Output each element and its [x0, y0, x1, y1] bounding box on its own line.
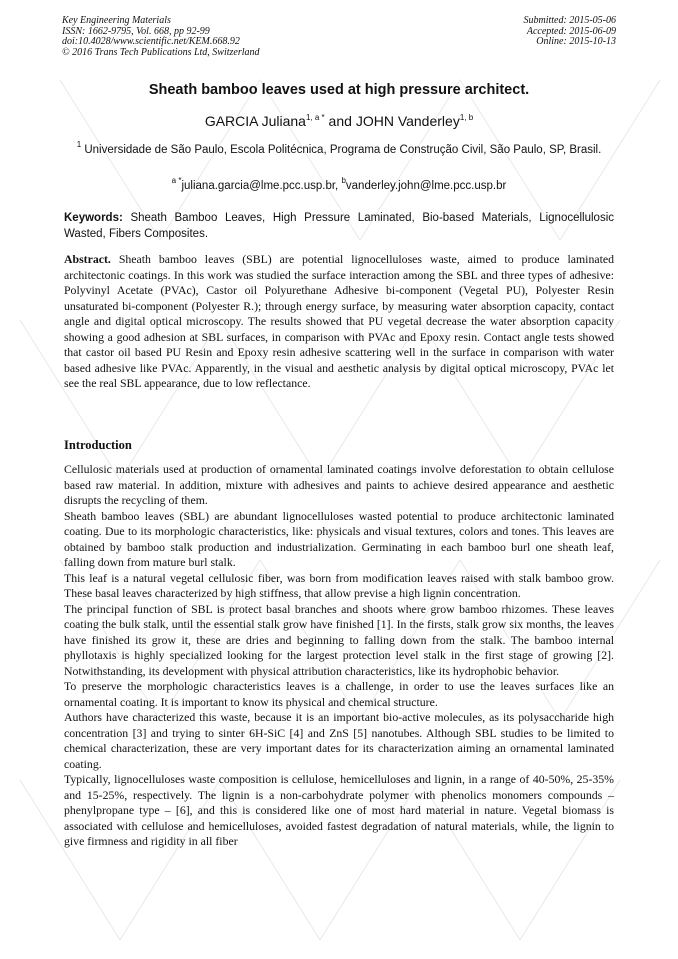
intro-paragraph-1: Cellulosic materials used at production of ornamental laminated coatings involve deforestation to obtain cellulose based raw material. In addition, mixture with adhesives and paints to achieve desired appearance and aesthetic disrupts the recycling of them.: [64, 462, 614, 507]
author-2-superscript: 1, b: [459, 113, 474, 122]
email-b: vanderley.john@lme.pcc.usp.br: [345, 180, 507, 192]
journal-name: Key Engineering Materials: [62, 15, 171, 26]
keywords-label: Keywords:: [64, 212, 123, 224]
author-emails: [40, 176, 638, 192]
date-submitted: Submitted: 2015-05-06: [523, 15, 616, 26]
introduction-heading: Introduction: [64, 438, 132, 452]
author-1-superscript: 1, a *: [305, 113, 325, 122]
affiliation-text: Universidade de São Paulo, Escola Politécnica, Programa de Construção Civil, São Paulo, SP, Brasil.: [84, 144, 602, 156]
email-a-superscript: a *: [171, 176, 182, 185]
author-1-name: GARCIA Juliana: [204, 113, 306, 129]
email-b-superscript: b: [341, 176, 346, 185]
journal-doi: doi:10.4028/www.scientific.net/KEM.668.92: [62, 36, 240, 47]
journal-copyright: © 2016 Trans Tech Publications Ltd, Switzerland: [62, 46, 260, 58]
author-2-name: JOHN Vanderley: [355, 113, 460, 129]
affiliation: [70, 137, 608, 159]
abstract-text: Sheath bamboo leaves (SBL) are potential lignocelluloses waste, aimed to produce laminated architectonic coatings. In this work was studied the surface interaction among the SBL and three types of adhesive: Polyvinyl Acetate (PVAc), Castor oil Polyurethane Adhesive bi-component (Vegetal PU), Polyester Resin unsaturated bi-component (Polyester R.); through energy surface, by measuring water absorption capacity, contact angle and digital optical microscopy. The results showed that PU vegetal decrease the water absorption capacity showing a good adhesion at SBL surfaces, in comparison with PVAc and Epoxy resin. Contact angle tests showed that castor oil based PU Resin and Epoxy resin adhesive scattering well in the surface in comparison with water based adhesive like PVAc. Apparently, in the visual and aesthetic analysis by digital optical microscopy, PVAc let see the real SBL appearance, due to low reflectance.: [64, 252, 614, 390]
keywords-section: [64, 210, 614, 242]
abstract-section: [64, 252, 614, 392]
keywords-text: Sheath Bamboo Leaves, High Pressure Laminated, Bio-based Materials, Lignocellulosic Wasted, Fibers Composites.: [64, 212, 614, 240]
author-conjunction: and: [324, 113, 356, 129]
date-accepted: Accepted: 2015-06-09: [526, 25, 616, 37]
intro-paragraph-2: Sheath bamboo leaves (SBL) are abundant lignocelluloses wasted potential to produce architectonic laminated coating. Due to its morphologic characteristics, like: physicals and visual textures, colors and tones. This leaves are obtained by bamboo stalk production and industrialization. Germinating in each bamboo burl one sheath leaf, falling down from mature burl stalk.: [64, 508, 614, 569]
journal-issn: ISSN: 1662-9795, Vol. 668, pp 92-99: [62, 25, 210, 37]
intro-paragraph-6: Authors have characterized this waste, because it is an important bio-active molecules, as its polysaccharide high concentration [3] and trying to sinter 6H-SiC [4] and ZnS [5] nanotubes. Although SBL studies to be limited to chemical characterization, these are very important dates for its characterization aiming an ornamental laminated coating.: [64, 710, 614, 771]
paper-title: Sheath bamboo leaves used at high pressure architect.: [148, 82, 530, 98]
journal-header: [62, 16, 616, 58]
journal-info: [62, 16, 260, 58]
affiliation-superscript: 1: [76, 140, 82, 149]
introduction-body: [64, 462, 614, 850]
intro-paragraph-3: This leaf is a natural vegetal cellulosic fiber, was born from modification leaves raised with stalk bamboo grow. These basal leaves characterized by high stiffness, that allow previse a high lignin concentration.: [64, 570, 614, 600]
author-line: [40, 113, 638, 129]
intro-paragraph-4: The principal function of SBL is protect basal branches and shoots where grow bamboo rhizomes. These leaves coating the bulk stalk, until the essential stalk grow have finished [1]. In the firsts, stalk grow six months, the leaves have finished its grow it, these are dries and beginning to falling down from the stalk. The bamboo internal phyllotaxis is highly specialized looking for the largest protection level stalk in the first stage of growing [2]. Notwithstanding, its development with physical attribution characteristics, like its hydrophobic behavior.: [64, 601, 614, 678]
intro-paragraph-7: Typically, lignocelluloses waste composition is cellulose, hemicelluloses and lignin, in a range of 40-50%, 25-35% and 15-25%, respectively. The lignin is a non-carbohydrate polymer with phenolics monomers compounds –phenylpropane type – [6], and this is considered like one of most hard material in nature. Vegetal biomass is associated with cellulose and hemicelluloses, avoided fastest degradation of natural materials, while, the lignin to give firmness and rigidity in all fiber: [64, 772, 614, 848]
email-a: juliana.garcia@lme.pcc.usp.br,: [181, 180, 339, 192]
publication-dates: [524, 16, 617, 48]
abstract-label: Abstract.: [64, 252, 111, 266]
intro-paragraph-5: To preserve the morphologic characteristics leaves is a challenge, in order to use the leaves surfaces like an ornamental coating. It is important to know its physical and chemical structure.: [64, 679, 614, 709]
date-online: Online: 2015-10-13: [536, 36, 616, 47]
